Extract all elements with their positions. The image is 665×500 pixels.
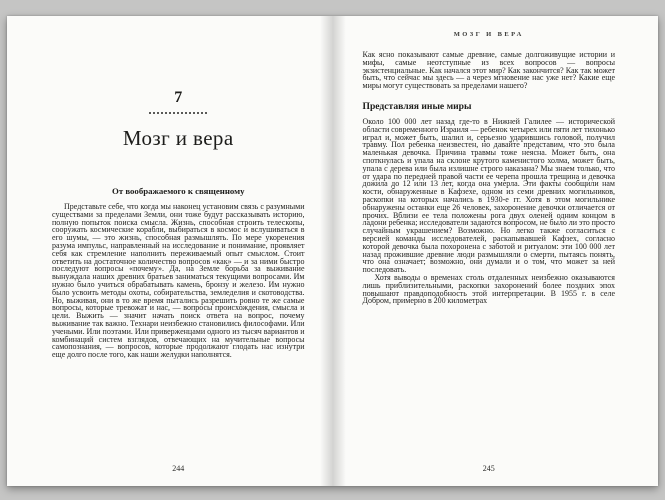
- left-page-number: 244: [172, 464, 185, 473]
- chapter-title: Мозг и вера: [122, 126, 234, 150]
- section-heading: От воображаемого к священному: [111, 186, 245, 197]
- subsection-heading: Представляя иные миры: [362, 100, 472, 112]
- chapter-number: 7: [174, 89, 183, 106]
- left-page-paragraph: Представьте себе, что когда мы наконец установим связь с разумными существами за пределами Земли, они тоже будут рассказывать историю, полную попыток поиска смысла. Жизнь, способная строить телескопы, сооружать космические корабли, выбираться в космос и вслушиваться в его шумы, — это жизнь, способная размышлять. По мере укоренения разума импульс, направленный на исследование и понимание, проявляет себя как стремление наполнить переживаемый опыт смыслом. Стоит ответить на достаточное количество вопросов «как» — и за ними быстро последуют вопросы «почему». Да, на Земле борьба за выживание вынуждала наших древних братьев заниматься текущими вопросами. Им нужно было учиться обрабатывать камень, бронзу и железо. Им нужно было усвоить методы охоты, собирательства, земледелия и скотоводства. Но, выживая, они в то же время пытались разрешить ровно те же самые вопросы, которые тревожат и нас, — вопросы происхождения, смысла и цели. Выжить — значит начать поиск ответа на вопрос, почему выживание так важно. Технари неизбежно становились философами. Или учеными. Или поэтами. Или приверженцами одного из тысяч вариантов и комбинаций систем взглядов, отвечающих на мучительные вопросы самопознания, — вопросов, которые продолжают глодать нас изнутри еще долго после того, как наши желудки наполнятся.: [52, 202, 305, 360]
- book-spread: [7, 16, 658, 486]
- right-page-paragraph: Хотя выводы о временах столь отдаленных неизбежно оказываются лишь приблизительными, раскопки захоронений более поздних эпох повышают правдоподобность этой интерпретации. В 1955 г. в селе Добром, примерно в 200 километрах: [362, 272, 615, 306]
- chapter-ornament-dotted-rule: [149, 112, 207, 114]
- right-page-number: 245: [482, 464, 495, 473]
- right-page-paragraph: Около 100 000 лет назад где-то в Нижней Галилее — исторической области современного Израиля — ребенок четырех или пяти лет тихонько играл и, может быть, шалил и, серьезно ударившись головой, получил травму. Пол ребенка неизвестен, но давайте представим, что это была маленькая девочка. Причина травмы тоже неясна. Может быть, она споткнулась и упала на склоне крутого каменистого холма, может быть, упала с дерева или была излишне строго наказана? Мы знаем только, что от удара по передней правой части ее черепа прошла трещина и девочка дожила до 12 или 13 лет, когда она умерла. Эти факты сообщили нам кости, обнаруженные в Кафзехе, одном из семи древних могильников, раскопки на которых начались в 1930-е гг. Хотя в этом могильнике обнаружены останки еще 26 человек, захоронение девочки отличается от прочих. Вблизи ее тела положены рога двух оленей одним концом в ладони ребенка; исследователи задаются вопросом, не было ли это просто случайным украшением? Возможно. Но легко также согласиться с версией команды исследователей, раскапывавшей Кафзех, согласно которой девочка была похоронена с заботой и ритуалом: эти 100 000 лет назад прожившие древние люди размышляли о смерти, пытаясь понять, что она означает; возможно, они думали и о том, что может за ней последовать.: [362, 116, 615, 275]
- running-header: МОЗГ И ВЕРА: [453, 31, 524, 38]
- right-page-paragraph: Как ясно показывают самые древние, самые долгоживущие истории и мифы, самые неотступные из всех вопросов — вопросы экзистенциальные. Как начался этот мир? Как закончится? Как так может быть, что сейчас мы здесь — а через мгновение нас уже нет? Какие еще миры могут существовать за пределами нашего?: [362, 50, 615, 91]
- right-page: [333, 16, 659, 486]
- left-page: [7, 16, 333, 486]
